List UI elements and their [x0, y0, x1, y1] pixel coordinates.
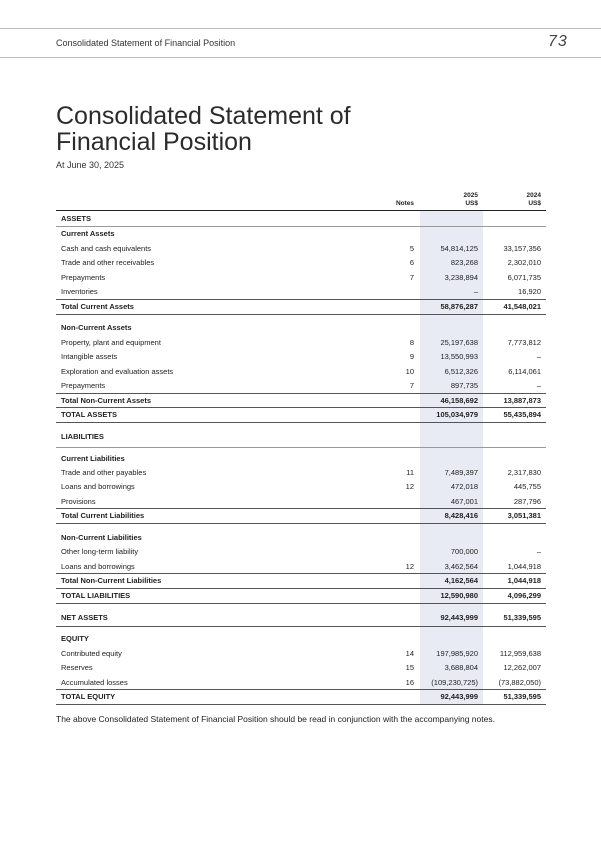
row-value-2024: (73,882,050) [498, 678, 541, 687]
table-row [56, 633, 546, 645]
row-label: Cash and cash equivalents [61, 244, 152, 253]
row-label: Contributed equity [61, 649, 122, 658]
row-divider [56, 299, 546, 300]
row-value-2025: 700,000 [450, 547, 478, 556]
row-value-2025: 12,590,980 [440, 591, 478, 600]
notes-column-header: Notes [395, 200, 414, 207]
row-value-2025: 3,238,894 [444, 273, 478, 282]
row-value-2025: 58,876,287 [440, 302, 478, 311]
row-note: 8 [409, 338, 414, 347]
table-row [56, 648, 546, 660]
row-value-2024: 2,302,010 [507, 258, 541, 267]
row-note: 12 [405, 482, 414, 491]
table-row [56, 257, 546, 269]
column-header-rule [56, 210, 546, 211]
row-value-2024: 4,096,299 [507, 591, 541, 600]
row-label: Reserves [61, 663, 93, 672]
row-divider [56, 447, 546, 448]
page-number: 73 [548, 33, 568, 50]
table-row [56, 590, 546, 602]
row-label: NET ASSETS [61, 613, 108, 622]
row-label: EQUITY [61, 634, 89, 643]
row-label: Exploration and evaluation assets [61, 367, 174, 376]
row-value-2024: 7,773,812 [507, 338, 541, 347]
row-value-2025: 823,268 [450, 258, 478, 267]
table-row [56, 575, 546, 587]
row-value-2024: 13,887,873 [503, 396, 541, 405]
row-label: Trade and other payables [61, 468, 147, 477]
running-header: Consolidated Statement of Financial Position [56, 38, 236, 48]
row-label: TOTAL ASSETS [61, 410, 117, 419]
table-row [56, 662, 546, 674]
table-row [56, 431, 546, 443]
top-rule [0, 28, 601, 29]
row-value-2025: 197,985,920 [436, 649, 478, 658]
row-value-2024: 2,317,830 [507, 468, 541, 477]
table-row [56, 228, 546, 240]
row-value-2025: 472,018 [450, 482, 478, 491]
row-value-2024: – [536, 381, 541, 390]
row-note: 7 [409, 381, 414, 390]
row-note: 7 [409, 273, 414, 282]
year-2024-currency: US$ [528, 200, 541, 207]
row-value-2025: 3,462,564 [444, 562, 478, 571]
row-label: Non-Current Liabilities [61, 533, 142, 542]
table-row [56, 612, 546, 624]
row-note: 16 [405, 678, 414, 687]
table-row [56, 677, 546, 689]
row-divider [56, 422, 546, 423]
row-label: Current Liabilities [61, 454, 125, 463]
table-row [56, 561, 546, 573]
row-divider [56, 704, 546, 705]
row-label: Loans and borrowings [61, 482, 135, 491]
row-label: Loans and borrowings [61, 562, 135, 571]
row-divider [56, 626, 546, 627]
row-value-2025: 3,688,804 [444, 663, 478, 672]
row-value-2025: 897,735 [450, 381, 478, 390]
row-label: ASSETS [61, 214, 92, 223]
row-divider [56, 689, 546, 690]
row-value-2024: 1,044,918 [507, 562, 541, 571]
row-label: Property, plant and equipment [61, 338, 161, 347]
row-value-2024: 33,157,356 [503, 244, 541, 253]
row-value-2025: 54,814,125 [440, 244, 478, 253]
table-row [56, 510, 546, 522]
table-row [56, 286, 546, 298]
table-row [56, 322, 546, 334]
row-value-2024: 51,339,595 [503, 692, 541, 701]
row-divider [56, 573, 546, 574]
row-value-2025: – [473, 287, 478, 296]
row-value-2024: 3,051,381 [507, 511, 541, 520]
table-row [56, 453, 546, 465]
row-divider [56, 314, 546, 315]
row-label: Trade and other receivables [61, 258, 155, 267]
footer-note: The above Consolidated Statement of Financial Position should be read in conjunction with the accompanying notes. [56, 714, 495, 724]
row-label: Non-Current Assets [61, 323, 132, 332]
table-row [56, 366, 546, 378]
row-value-2025: 92,443,999 [440, 692, 478, 701]
row-label: Total Current Assets [61, 302, 134, 311]
row-label: Prepayments [61, 381, 106, 390]
row-value-2024: 16,920 [518, 287, 541, 296]
year-2025-label: 2025 [463, 192, 478, 199]
row-value-2025: 105,034,979 [436, 410, 478, 419]
row-divider [56, 226, 546, 227]
row-value-2024: 12,262,007 [503, 663, 541, 672]
row-divider [56, 393, 546, 394]
row-label: Prepayments [61, 273, 106, 282]
row-note: 12 [405, 562, 414, 571]
table-row [56, 337, 546, 349]
table-row [56, 272, 546, 284]
row-note: 5 [409, 244, 414, 253]
table-row [56, 409, 546, 421]
row-note: 11 [406, 468, 414, 477]
table-row [56, 213, 546, 225]
row-value-2025: 7,489,397 [444, 468, 478, 477]
row-value-2024: 51,339,595 [503, 613, 541, 622]
row-label: TOTAL EQUITY [61, 692, 116, 701]
row-value-2025: 4,162,564 [444, 576, 478, 585]
table-row [56, 467, 546, 479]
page-title: Consolidated Statement of Financial Position [56, 102, 351, 156]
table-row [56, 691, 546, 703]
table-row [56, 395, 546, 407]
row-label: Other long-term liability [61, 547, 139, 556]
row-note: 6 [409, 258, 414, 267]
table-row [56, 546, 546, 558]
row-label: Provisions [61, 497, 96, 506]
row-divider [56, 523, 546, 524]
row-value-2024: – [536, 547, 541, 556]
row-value-2024: 287,796 [513, 497, 541, 506]
year-2024-column-header [485, 192, 541, 208]
row-value-2025: 92,443,999 [440, 613, 478, 622]
row-value-2025: 46,158,692 [440, 396, 478, 405]
row-note: 9 [409, 352, 414, 361]
row-value-2024: 41,548,021 [503, 302, 541, 311]
table-row [56, 243, 546, 255]
row-label: Current Assets [61, 229, 115, 238]
year-2025-currency: US$ [465, 200, 478, 207]
row-note: 15 [405, 663, 414, 672]
row-value-2024: 55,435,894 [503, 410, 541, 419]
row-value-2025: 13,550,993 [440, 352, 478, 361]
row-divider [56, 407, 546, 408]
row-value-2024: 112,959,638 [499, 649, 541, 658]
row-note: 10 [405, 367, 414, 376]
row-value-2025: 8,428,416 [444, 511, 478, 520]
row-label: Intangible assets [61, 352, 118, 361]
row-label: TOTAL LIABILITIES [61, 591, 131, 600]
table-row [56, 351, 546, 363]
row-value-2024: 6,071,735 [507, 273, 541, 282]
row-divider [56, 588, 546, 589]
row-value-2025: 6,512,326 [444, 367, 478, 376]
row-value-2025: 25,197,638 [440, 338, 478, 347]
table-row [56, 380, 546, 392]
row-divider [56, 603, 546, 604]
table-row [56, 496, 546, 508]
row-value-2025: (109,230,725) [431, 678, 478, 687]
year-2025-column-header [420, 192, 478, 208]
table-row [56, 301, 546, 313]
row-label: LIABILITIES [61, 432, 104, 441]
year-2024-label: 2024 [526, 192, 541, 199]
header-rule [0, 57, 601, 58]
row-value-2024: – [536, 352, 541, 361]
row-label: Inventories [61, 287, 98, 296]
row-label: Total Current Liabilities [61, 511, 145, 520]
row-divider [56, 508, 546, 509]
row-value-2024: 445,755 [513, 482, 541, 491]
row-note: 14 [405, 649, 414, 658]
row-label: Total Non-Current Assets [61, 396, 152, 405]
page-subtitle: At June 30, 2025 [56, 160, 125, 170]
table-row [56, 532, 546, 544]
row-value-2025: 467,001 [450, 497, 478, 506]
row-label: Accumulated losses [61, 678, 128, 687]
row-value-2024: 6,114,061 [508, 367, 541, 376]
row-label: Total Non-Current Liabilities [61, 576, 162, 585]
table-row [56, 481, 546, 493]
row-value-2024: 1,044,918 [507, 576, 541, 585]
